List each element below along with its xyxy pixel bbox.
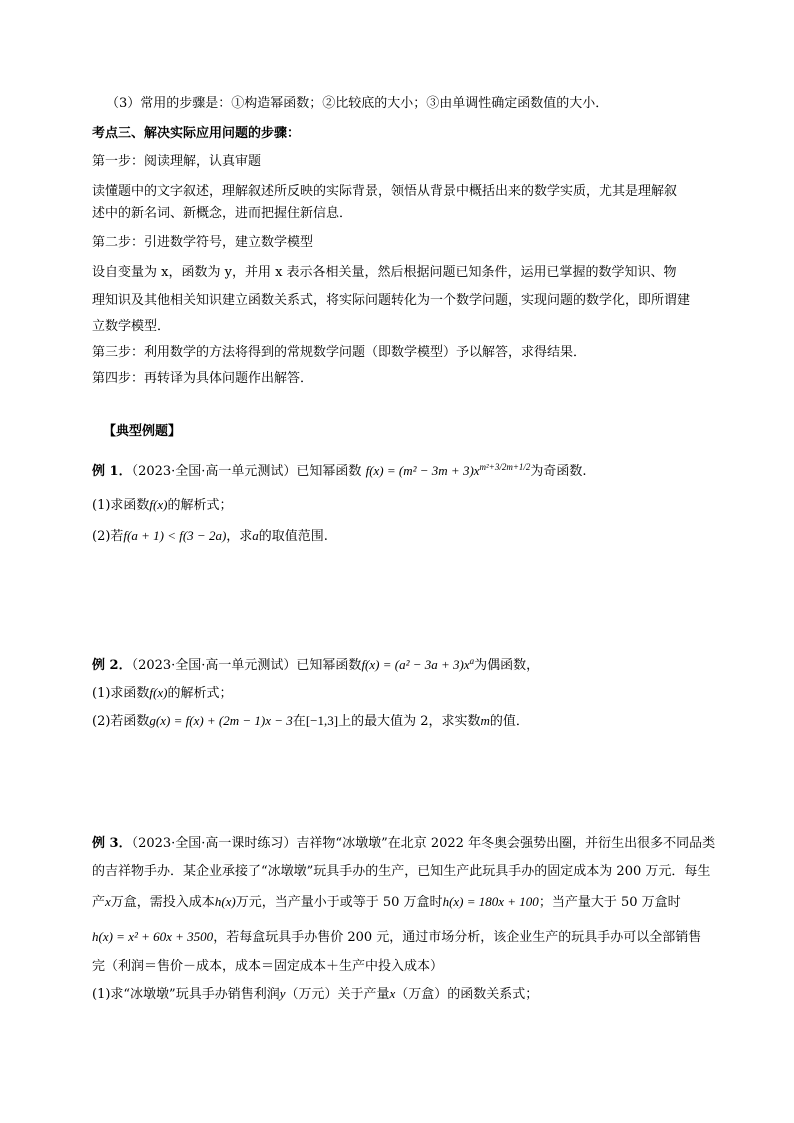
example-label: 例 1． — [92, 464, 132, 479]
step4: 第四步：再转译为具体问题作出解答． — [92, 371, 314, 386]
example-1-question-2: (2)若f(a + 1) < f(3 − 2a)，求a的取值范围. — [92, 528, 328, 544]
statement-tail: 为偶函数， — [474, 658, 540, 673]
inequality: f(a + 1) < f(3 − 2a) — [123, 528, 227, 543]
function-expression: f(x) — [149, 497, 168, 512]
variable: m — [480, 713, 490, 728]
cost-formula-low: h(x) = 180x + 100 — [442, 894, 539, 909]
function-formula: $f(x) = (m^2 - 3m + 3)x^{m^2+3/2m+1/2}$ — [365, 462, 531, 478]
example-source: （2023·全国·高一单元测试）已知幂函数 — [131, 464, 362, 479]
formula-exponent: a — [469, 656, 475, 666]
example-2-question-1: (1)求函数f(x)的解析式； — [92, 685, 233, 701]
step2-body-cont: 立数学模型． — [92, 319, 171, 334]
examples-heading: 【典型例题】 — [103, 424, 182, 439]
step2-body: 设自变量为 x，函数为 y，并用 x 表示各相关量，然后根据问题已知条件，运用已掌握的数学知识、物 — [92, 265, 677, 280]
example-label: 例 2． — [92, 658, 132, 673]
statement-tail: 为奇函数. — [530, 464, 587, 479]
example-3-statement: 例 3．（2023·全国·高一课时练习）吉祥物“冰墩墩”在北京 2022 年冬奥会强势出圈，并衍生出很多不同品类 — [92, 836, 716, 851]
example-2-statement — [92, 652, 539, 675]
example-3-statement-cont: h(x) = x² + 60x + 3500，若每盒玩具手办售价 200 元，通过市场分析，该企业生产的玩具手办可以全部销售 — [92, 929, 702, 945]
example-1-question-1: (1)求函数f(x)的解析式； — [92, 497, 233, 513]
cost-formula-high: h(x) = x² + 60x + 3500 — [92, 929, 214, 944]
function-expression: f(x) — [149, 685, 168, 700]
variable: a — [252, 528, 259, 543]
function-formula: $f(x) = (a^2 - 3a + 3)x^a$ — [361, 656, 475, 672]
example-1-statement — [92, 458, 587, 481]
step1-body: 读懂题中的文字叙述，理解叙述所反映的实际背景，领悟从背景中概括出来的数学实质，尤其是理解叙 — [92, 184, 678, 199]
step-note: （3）常用的步骤是：①构造幂函数；②比较底的大小；③由单调性确定函数值的大小． — [106, 96, 609, 111]
example-3-statement-cont: 完（利润＝售价－成本，成本＝固定成本＋生产中投入成本） — [92, 959, 444, 974]
formula-exponent: m²+3/2m+1/2 — [479, 462, 531, 472]
function-expression: g(x) = f(x) + (2m − 1)x − 3 — [149, 713, 293, 728]
step2-title: 第二步：引进数学符号，建立数学模型 — [92, 235, 314, 250]
example-3-statement-cont: 产x万盒，需投入成本h(x)万元，当产量小于或等于 50 万盒时h(x) = 180x + 100；当产量大于 50 万盒时 — [92, 894, 681, 910]
step2-body-cont: 理知识及其他相关知识建立函数关系式，将实际问题转化为一个数学问题，实现问题的数学化，即所谓建 — [92, 293, 691, 308]
example-2-question-2: (2)若函数g(x) = f(x) + (2m − 1)x − 3在[−1,3]上的最大值为 2，求实数m的值． — [92, 713, 529, 729]
example-source: （2023·全国·高一单元测试）已知幂函数 — [131, 658, 362, 673]
example-label: 例 3． — [92, 836, 132, 851]
interval: [−1,3] — [305, 713, 339, 728]
section-heading: 考点三、解决实际应用问题的步骤： — [92, 126, 301, 141]
step1-title: 第一步：阅读理解，认真审题 — [92, 154, 262, 169]
cost-function: h(x) — [214, 894, 236, 909]
example-3-statement-cont: 的吉祥物手办．某企业承接了“冰墩墩”玩具手办的生产，已知生产此玩具手办的固定成本为 200 万元．每生 — [92, 864, 711, 879]
step1-body-cont: 述中的新名词、新概念，进而把握住新信息． — [92, 206, 353, 221]
step3: 第三步：利用数学的方法将得到的常规数学问题（即数学模型）予以解答，求得结果． — [92, 345, 587, 360]
example-3-question-1: (1)求“冰墩墩”玩具手办销售利润y（万元）关于产量x（万盒）的函数关系式； — [92, 986, 539, 1002]
